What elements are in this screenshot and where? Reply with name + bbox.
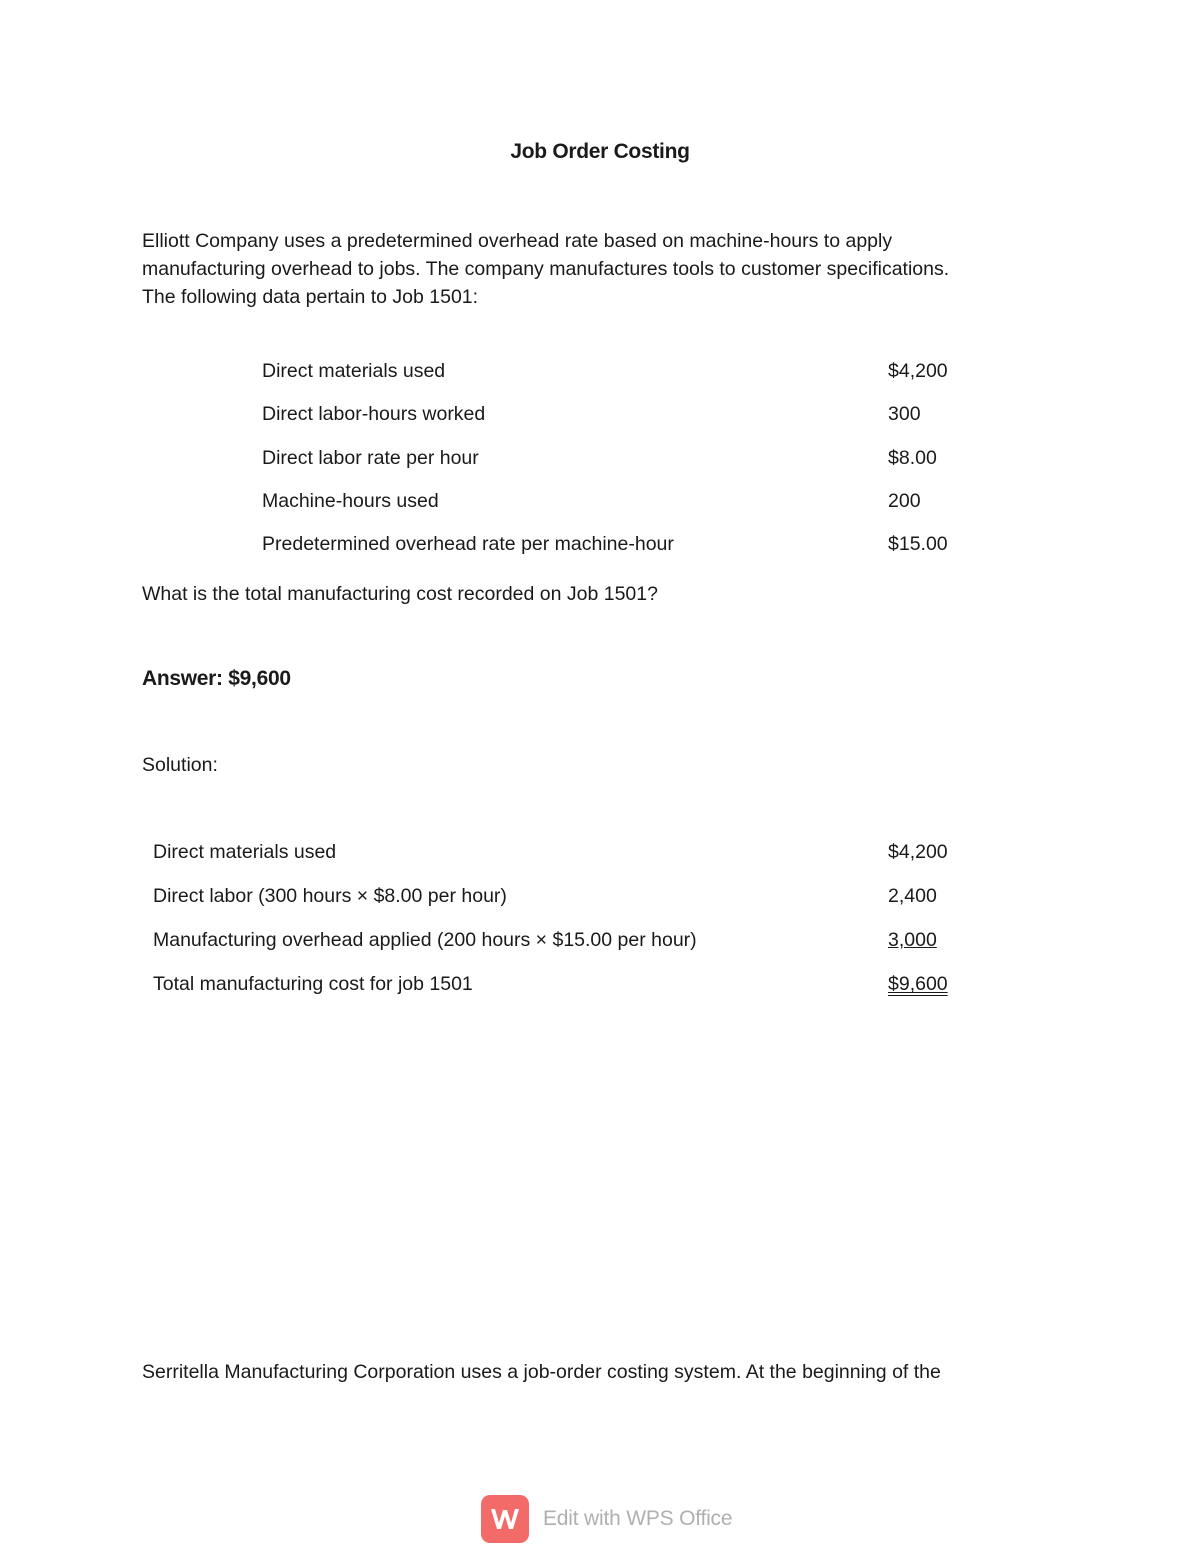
intro-line: The following data pertain to Job 1501: xyxy=(142,286,479,308)
intro-line: Elliott Company uses a predetermined overhead rate based on machine-hours to apply xyxy=(142,230,893,252)
data-label: Machine-hours used xyxy=(262,489,439,512)
solution-value-cell: 3,000 xyxy=(888,929,937,951)
data-value: $15.00 xyxy=(888,533,948,556)
solution-label-cell: Direct materials used xyxy=(153,841,337,863)
job-data-table xyxy=(262,360,982,576)
solution-label-cell: Manufacturing overhead applied (200 hours × $15.00 per hour) xyxy=(153,929,697,951)
document-title: Job Order Costing xyxy=(510,140,690,163)
data-label: Direct materials used xyxy=(262,360,446,382)
data-value: $4,200 xyxy=(888,360,948,382)
intro-line: manufacturing overhead to jobs. The company manufactures tools to customer specifications. xyxy=(142,258,950,280)
solution-label-cell: Total manufacturing cost for job 1501 xyxy=(153,973,473,995)
data-row xyxy=(262,447,982,490)
data-row xyxy=(262,533,982,576)
solution-total-value: $9,600 xyxy=(888,973,948,995)
data-row xyxy=(262,403,982,446)
data-label: Predetermined overhead rate per machine-hour xyxy=(262,533,674,556)
solution-label-cell: Direct labor (300 hours × $8.00 per hour) xyxy=(153,885,507,907)
solution-row xyxy=(153,841,973,885)
data-row xyxy=(262,360,982,403)
data-label: Direct labor rate per hour xyxy=(262,446,479,469)
data-label: Direct labor-hours worked xyxy=(262,403,486,426)
question-text: What is the total manufacturing cost recorded on Job 1501? xyxy=(142,583,658,605)
answer-text: Answer: $9,600 xyxy=(142,667,291,690)
solution-value-cell: $4,200 xyxy=(888,841,948,863)
wps-edit-label[interactable]: Edit with WPS Office xyxy=(543,1507,733,1530)
wps-logo-icon xyxy=(481,1495,529,1543)
solution-row xyxy=(153,929,973,973)
solution-value-cell: 2,400 xyxy=(888,885,937,907)
solution-table xyxy=(153,841,973,1017)
continuation-paragraph: Serritella Manufacturing Corporation uses a job-order costing system. At the beginning of the xyxy=(142,1361,941,1383)
wps-edit-badge[interactable] xyxy=(481,1494,732,1544)
data-value: 200 xyxy=(888,489,921,512)
data-value: 300 xyxy=(888,403,921,426)
solution-row xyxy=(153,885,973,929)
data-value: $8.00 xyxy=(888,446,937,469)
solution-label: Solution: xyxy=(142,754,218,776)
solution-total-row xyxy=(153,973,973,1017)
data-row xyxy=(262,490,982,533)
intro-paragraph xyxy=(142,227,1072,311)
